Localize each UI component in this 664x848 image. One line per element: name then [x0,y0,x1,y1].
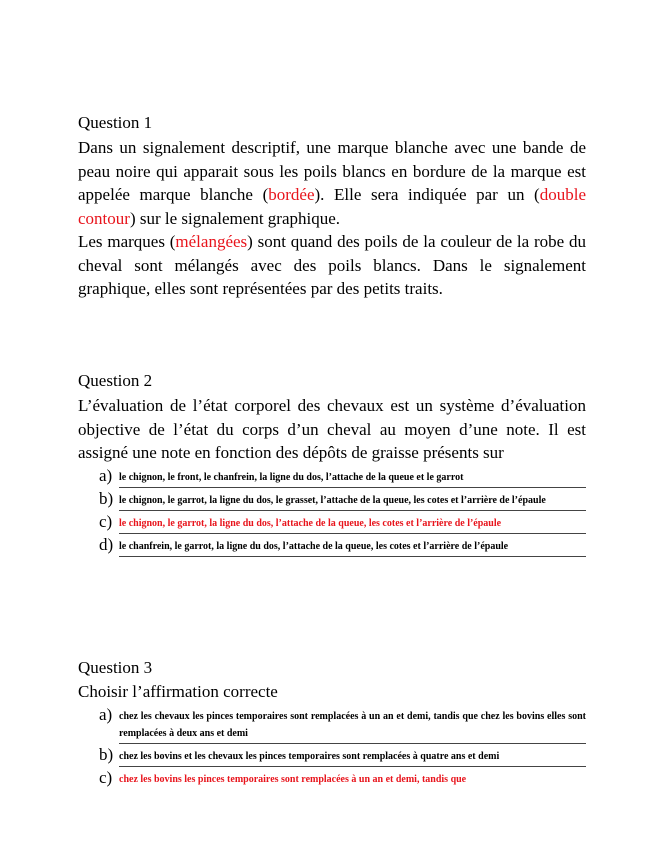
option-text: chez les bovins et les chevaux les pinces temporaires sont remplacées à quatre ans et demi [119,748,586,767]
option-letter: b) [99,488,114,508]
question-title: Question 3 [78,658,153,677]
option-text: le chanfrein, le garrot, la ligne du dos, l’attache de la queue, les cotes et l’arrière de l’épaule [119,538,586,557]
text-segment: ). Elle sera indiquée par un ( [314,185,540,204]
option-letter: c) [99,511,113,531]
option-letter: a) [99,704,113,724]
option-text: chez les bovins les pinces temporaires sont remplacées à un an et demi, tandis que [119,773,467,785]
text-segment: Dans un signalement descriptif, une marque blanche avec une bande de peau noire qui apparait sous les poils blancs en bordure de la marque est appelée marque blanche ( [78,138,586,204]
option-text: le chignon, le front, le chanfrein, la ligne du dos, l’attache de la queue et le garrot [119,469,586,488]
option-item[interactable] [78,704,586,744]
question-paragraph [78,136,586,230]
option-text: le chignon, le garrot, la ligne du dos, l’attache de la queue, les cotes et l’arrière de l’épaule [119,515,586,534]
text-segment: ) sur le signalement graphique. [129,208,341,228]
answer-highlight: double contour [78,185,586,228]
option-item[interactable] [78,534,586,557]
question-subtitle: Choisir l’affirmation correcte [78,682,278,701]
option-item[interactable] [78,744,586,767]
options-list [78,465,586,557]
question-1 [78,113,586,301]
question-paragraph [78,230,586,301]
option-text: le chignon, le garrot, la ligne du dos, le grasset, l’attache de la queue, les cotes et l’arrière de l’épaule [119,492,586,511]
text-segment: ) sont quand des poils de la couleur de la robe du cheval sont mélangés avec des poils blancs. Dans le signalement graphique, elles sont représentées par des petits traits. [78,232,586,298]
answer-highlight: mélangées [175,232,248,251]
option-letter: c) [99,767,113,787]
option-letter: b) [99,744,114,764]
option-item[interactable] [78,465,586,488]
question-title: Question 2 [78,371,153,390]
question-title: Question 1 [78,113,153,132]
question-paragraph: L’évaluation de l’état corporel des chevaux est un système d’évaluation objective de l’état du corps d’un cheval au moyen d’une note. Il est assigné une note en fonction des dépôts de graisse présents sur [78,396,586,462]
question-2 [78,371,586,561]
option-item-correct[interactable] [78,511,586,534]
question-3 [78,658,586,793]
option-item[interactable] [78,488,586,511]
option-item-correct[interactable] [78,767,586,789]
options-list [78,704,586,789]
option-letter: d) [99,534,114,554]
option-letter: a) [99,465,113,485]
answer-highlight: bordée [268,185,315,204]
option-text: chez les chevaux les pinces temporaires sont remplacées à un an et demi, tandis que chez les bovins elles sont remplacées à deux ans et demi [119,708,586,744]
text-segment: Les marques ( [78,232,176,251]
